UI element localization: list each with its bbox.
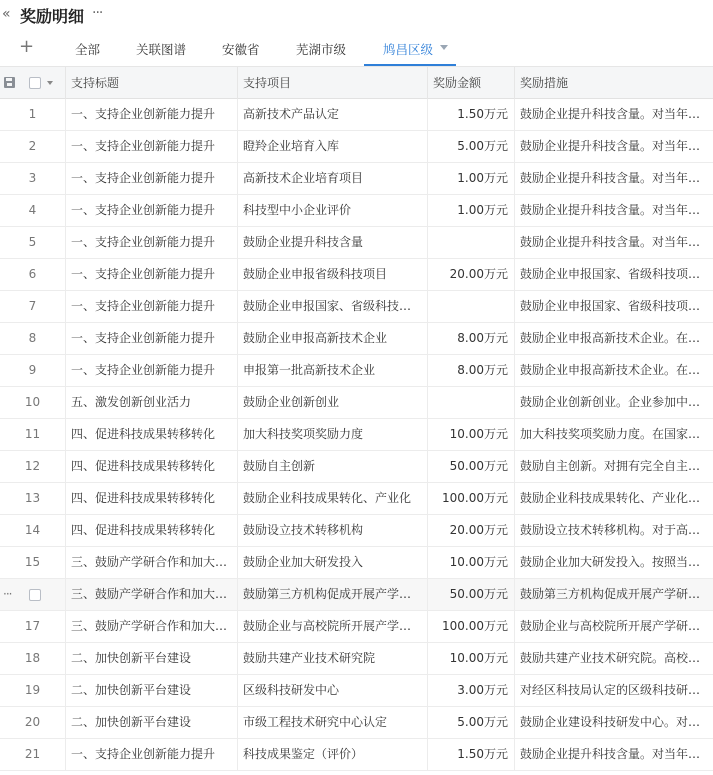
table-row[interactable]: [0, 611, 713, 643]
row-checkbox[interactable]: [29, 589, 41, 601]
row-index: 20: [0, 707, 66, 738]
table-row[interactable]: [0, 579, 713, 611]
cell-support-title[interactable]: 三、鼓励产学研合作和加大…: [66, 547, 238, 578]
table-row[interactable]: [0, 99, 713, 131]
save-icon[interactable]: [4, 77, 15, 88]
table-row[interactable]: [0, 163, 713, 195]
view-tab-bar: [0, 34, 713, 66]
cell-measure[interactable]: 鼓励企业加大研发投入。按照当…: [520, 555, 701, 569]
cell-amount[interactable]: [428, 387, 515, 418]
table-row[interactable]: [0, 259, 713, 291]
cell-support-title[interactable]: 一、支持企业创新能力提升: [66, 323, 238, 354]
cell-amount[interactable]: 3.00万元: [428, 675, 515, 706]
table-row[interactable]: [0, 227, 713, 259]
cell-support-title[interactable]: 三、鼓励产学研合作和加大…: [66, 611, 238, 642]
cell-support-title[interactable]: 一、支持企业创新能力提升: [66, 99, 238, 130]
select-all-checkbox[interactable]: [29, 77, 41, 89]
cell-amount[interactable]: 50.00万元: [428, 579, 515, 610]
cell-support-item[interactable]: 科技成果鉴定（评价）: [238, 739, 428, 770]
cell-support-title[interactable]: 一、支持企业创新能力提升: [66, 291, 238, 322]
row-index: 1: [0, 99, 66, 130]
row-index: 3: [0, 163, 66, 194]
cell-amount[interactable]: 10.00万元: [428, 643, 515, 674]
table-row[interactable]: [0, 483, 713, 515]
cell-measure[interactable]: 鼓励企业建设科技研发中心。对…: [520, 715, 701, 729]
cell-support-item[interactable]: 科技型中小企业评价: [238, 195, 428, 226]
tab-dropdown-icon[interactable]: [440, 45, 448, 50]
cell-measure[interactable]: 鼓励设立技术转移机构。对于高…: [520, 523, 701, 537]
table-row[interactable]: [0, 195, 713, 227]
cell-measure[interactable]: 鼓励企业科技成果转化、产业化…: [520, 491, 701, 505]
cell-support-item[interactable]: 鼓励自主创新: [238, 451, 428, 482]
cell-amount[interactable]: 1.50万元: [428, 99, 515, 130]
cell-support-title[interactable]: 三、鼓励产学研合作和加大…: [66, 579, 238, 610]
cell-amount[interactable]: 1.50万元: [428, 739, 515, 770]
more-options-icon[interactable]: ···: [92, 5, 103, 21]
row-index: 14: [0, 515, 66, 546]
cell-support-title[interactable]: 二、加快创新平台建设: [66, 675, 238, 706]
cell-amount[interactable]: 8.00万元: [428, 323, 515, 354]
row-index: 15: [0, 547, 66, 578]
cell-amount[interactable]: 8.00万元: [428, 355, 515, 386]
cell-amount[interactable]: 5.00万元: [428, 707, 515, 738]
cell-measure[interactable]: 鼓励企业提升科技含量。对当年…: [520, 139, 701, 153]
table-row[interactable]: [0, 291, 713, 323]
cell-support-title[interactable]: 一、支持企业创新能力提升: [66, 259, 238, 290]
table-row[interactable]: [0, 355, 713, 387]
cell-support-title[interactable]: 一、支持企业创新能力提升: [66, 163, 238, 194]
row-index: 21: [0, 739, 66, 770]
cell-measure[interactable]: 鼓励企业提升科技含量。对当年…: [520, 107, 701, 121]
row-index: 12: [0, 451, 66, 482]
row-index: 7: [0, 291, 66, 322]
cell-support-item[interactable]: 鼓励企业提升科技含量: [238, 227, 428, 258]
grid-header: [0, 67, 713, 99]
cell-support-title[interactable]: 四、促进科技成果转移转化: [66, 451, 238, 482]
cell-support-item[interactable]: 鼓励设立技术转移机构: [238, 515, 428, 546]
cell-amount[interactable]: 1.00万元: [428, 163, 515, 194]
cell-amount[interactable]: 10.00万元: [428, 419, 515, 450]
cell-amount[interactable]: 100.00万元: [428, 483, 515, 514]
row-index: 13: [0, 483, 66, 514]
cell-support-title[interactable]: 四、促进科技成果转移转化: [66, 483, 238, 514]
table-row[interactable]: [0, 643, 713, 675]
row-index: 17: [0, 611, 66, 642]
cell-measure[interactable]: 鼓励企业申报高新技术企业。在…: [520, 331, 701, 345]
cell-support-item[interactable]: 市级工程技术研究中心认定: [238, 707, 428, 738]
table-row[interactable]: [0, 675, 713, 707]
cell-measure[interactable]: 鼓励共建产业技术研究院。高校…: [520, 651, 701, 665]
row-index: 6: [0, 259, 66, 290]
row-index: [0, 579, 66, 610]
cell-support-item[interactable]: 鼓励企业申报省级科技项目: [238, 259, 428, 290]
cell-support-item[interactable]: 高新技术产品认定: [238, 99, 428, 130]
table-row[interactable]: [0, 323, 713, 355]
cell-measure[interactable]: 加大科技奖项奖励力度。在国家…: [520, 427, 701, 441]
page-title: 奖励明细: [20, 7, 85, 26]
tab-all[interactable]: 全部: [75, 42, 101, 57]
cell-support-item[interactable]: 鼓励共建产业技术研究院: [238, 643, 428, 674]
cell-amount[interactable]: 5.00万元: [428, 131, 515, 162]
row-index: 2: [0, 131, 66, 162]
cell-measure[interactable]: 鼓励自主创新。对拥有完全自主…: [520, 459, 701, 473]
cell-amount[interactable]: [428, 291, 515, 322]
cell-support-item[interactable]: 鼓励企业创新创业: [238, 387, 428, 418]
cell-support-title[interactable]: 一、支持企业创新能力提升: [66, 355, 238, 386]
row-index: 11: [0, 419, 66, 450]
cell-measure[interactable]: 鼓励企业创新创业。企业参加中…: [520, 395, 701, 409]
cell-support-title[interactable]: 一、支持企业创新能力提升: [66, 131, 238, 162]
table-row[interactable]: [0, 707, 713, 739]
cell-amount[interactable]: 100.00万元: [428, 611, 515, 642]
cell-measure[interactable]: 鼓励企业与高校院所开展产学研…: [520, 619, 701, 633]
cell-support-item[interactable]: 加大科技奖项奖励力度: [238, 419, 428, 450]
cell-support-title[interactable]: 一、支持企业创新能力提升: [66, 195, 238, 226]
column-header-support-title[interactable]: 支持标题: [66, 67, 238, 99]
cell-support-item[interactable]: 鼓励企业科技成果转化、产业化: [238, 483, 428, 514]
index-header: [0, 67, 66, 99]
table-row[interactable]: [0, 739, 713, 771]
select-menu-caret-icon[interactable]: [47, 81, 53, 85]
cell-measure[interactable]: 鼓励企业申报高新技术企业。在…: [520, 363, 701, 377]
cell-measure[interactable]: 鼓励企业提升科技含量。对当年…: [520, 747, 701, 761]
cell-support-item[interactable]: 高新技术企业培育项目: [238, 163, 428, 194]
table-row[interactable]: [0, 451, 713, 483]
cell-measure[interactable]: 鼓励企业提升科技含量。对当年…: [520, 235, 701, 249]
add-view-icon[interactable]: +: [19, 36, 35, 57]
cell-support-item[interactable]: 鼓励企业申报高新技术企业: [238, 323, 428, 354]
cell-measure[interactable]: 鼓励企业提升科技含量。对当年…: [520, 171, 701, 185]
cell-amount[interactable]: 1.00万元: [428, 195, 515, 226]
cell-support-title[interactable]: 二、加快创新平台建设: [66, 643, 238, 674]
row-index: 19: [0, 675, 66, 706]
row-index: 4: [0, 195, 66, 226]
cell-support-title[interactable]: 二、加快创新平台建设: [66, 707, 238, 738]
tab-district[interactable]: 鸠昌区级: [383, 42, 434, 57]
cell-amount[interactable]: 50.00万元: [428, 451, 515, 482]
cell-support-item[interactable]: 鼓励企业加大研发投入: [238, 547, 428, 578]
collapse-chevron-icon[interactable]: «: [2, 6, 11, 22]
cell-support-item[interactable]: 鼓励企业申报国家、省级科技…: [238, 291, 428, 322]
column-header-measure[interactable]: 奖励措施: [520, 76, 569, 90]
cell-amount[interactable]: 10.00万元: [428, 547, 515, 578]
cell-amount[interactable]: 20.00万元: [428, 515, 515, 546]
cell-support-item[interactable]: 瞪羚企业培育入库: [238, 131, 428, 162]
cell-support-title[interactable]: 四、促进科技成果转移转化: [66, 515, 238, 546]
cell-measure[interactable]: 鼓励企业申报国家、省级科技项…: [520, 299, 701, 313]
cell-amount[interactable]: 20.00万元: [428, 259, 515, 290]
cell-measure[interactable]: 对经区科技局认定的区级科技研…: [520, 683, 701, 697]
cell-support-item[interactable]: 申报第一批高新技术企业: [238, 355, 428, 386]
table-row[interactable]: [0, 387, 713, 419]
cell-support-title[interactable]: 一、支持企业创新能力提升: [66, 227, 238, 258]
cell-measure[interactable]: 鼓励企业提升科技含量。对当年…: [520, 203, 701, 217]
cell-support-item[interactable]: 鼓励企业与高校院所开展产学…: [238, 611, 428, 642]
cell-support-item[interactable]: 区级科技研发中心: [238, 675, 428, 706]
row-index: 5: [0, 227, 66, 258]
row-index: 18: [0, 643, 66, 674]
cell-support-title[interactable]: 五、激发创新创业活力: [66, 387, 238, 418]
row-index: 8: [0, 323, 66, 354]
cell-support-title[interactable]: 四、促进科技成果转移转化: [66, 419, 238, 450]
cell-support-title[interactable]: 一、支持企业创新能力提升: [66, 739, 238, 770]
tab-anhui-province[interactable]: 安徽省: [222, 42, 260, 57]
tab-relation-graph[interactable]: 关联图谱: [136, 42, 187, 57]
table-row[interactable]: [0, 547, 713, 579]
title-bar: [0, 0, 713, 30]
table-row[interactable]: [0, 419, 713, 451]
table-row[interactable]: [0, 131, 713, 163]
column-header-support-item[interactable]: 支持项目: [238, 67, 428, 99]
row-more-icon[interactable]: ···: [3, 587, 12, 601]
cell-amount[interactable]: [428, 227, 515, 258]
row-index: 9: [0, 355, 66, 386]
column-header-amount[interactable]: 奖励金额: [428, 67, 515, 99]
tab-wuhu-city[interactable]: 芜湖市级: [296, 42, 347, 57]
table-row[interactable]: [0, 515, 713, 547]
row-index: 10: [0, 387, 66, 418]
data-grid: [0, 66, 713, 775]
cell-measure[interactable]: 鼓励第三方机构促成开展产学研…: [520, 587, 701, 601]
cell-measure[interactable]: 鼓励企业申报国家、省级科技项…: [520, 267, 701, 281]
cell-support-item[interactable]: 鼓励第三方机构促成开展产学…: [238, 579, 428, 610]
